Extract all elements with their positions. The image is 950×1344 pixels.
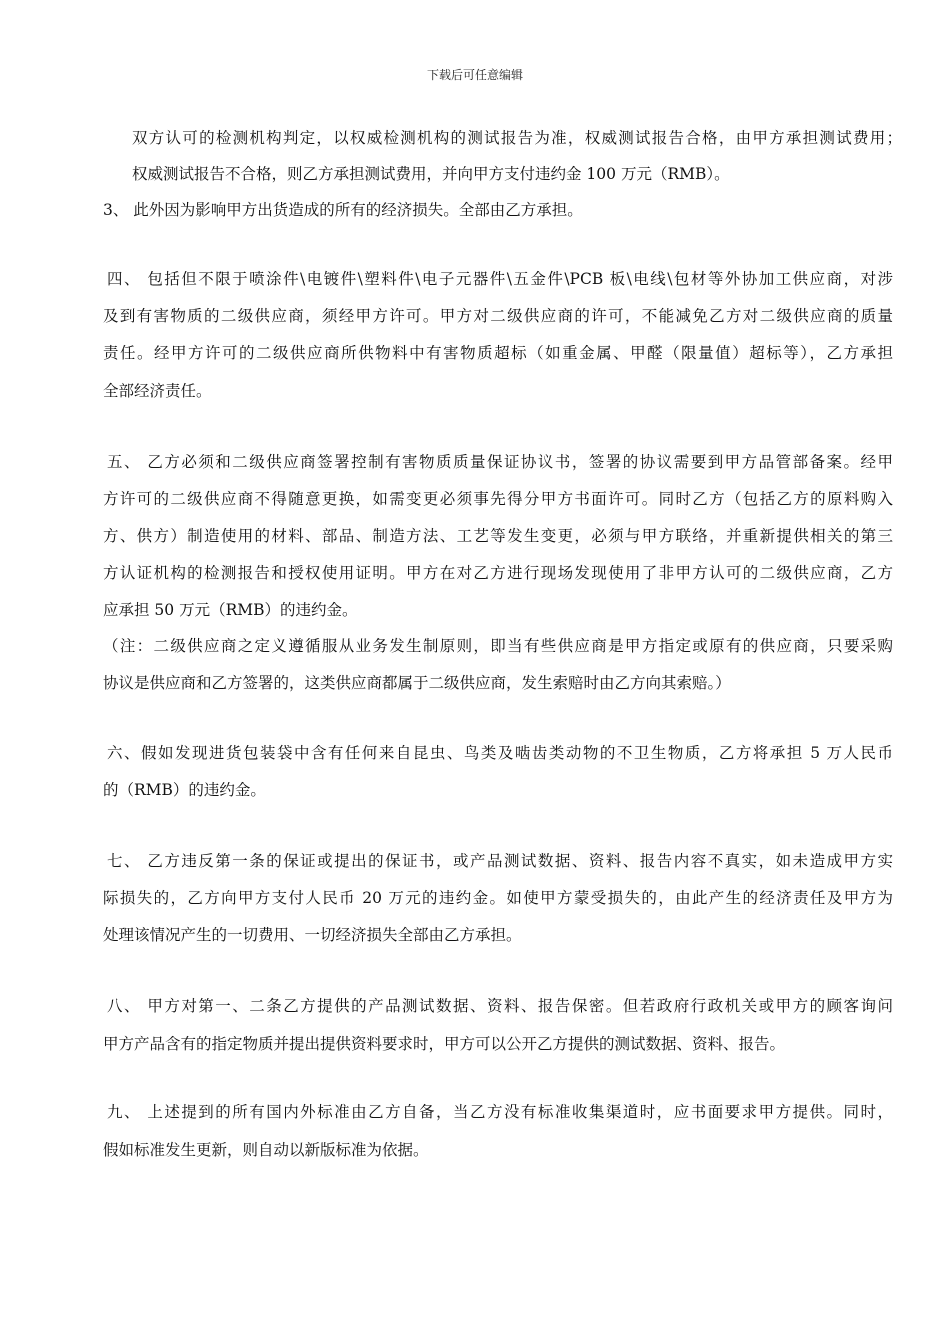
text-line: 八、 甲方对第一、二条乙方提供的产品测试数据、资料、报告保密。但若政府行政机关或甲方的顾客询问 bbox=[107, 997, 893, 1015]
text-line: 七、 乙方违反第一条的保证或提出的保证书，或产品测试数据、资料、报告内容不真实，如未造成甲方实 bbox=[107, 852, 893, 870]
text-line: 处理该情况产生的一切费用、一切经济损失全部由乙方承担。 bbox=[103, 926, 522, 944]
text-line: 3、 此外因为影响甲方出货造成的所有的经济损失。全部由乙方承担。 bbox=[103, 201, 583, 219]
text-line: （注：二级供应商之定义遵循服从业务发生制原则，即当有些供应商是甲方指定或原有的供应商，只要采购 bbox=[103, 637, 893, 655]
text-line: 方许可的二级供应商不得随意更换，如需变更必须事先得分甲方书面许可。同时乙方（包括乙方的原料购入 bbox=[103, 490, 893, 508]
text-line: 四、 包括但不限于喷涂件\电镀件\塑料件\电子元器件\五金件\PCB 板\电线\包材等外协加工供应商，对涉 bbox=[107, 270, 893, 288]
text-line: 双方认可的检测机构判定，以权威检测机构的测试报告为准，权威测试报告合格，由甲方承担测试费用； bbox=[132, 129, 902, 147]
text-line: 应承担 50 万元（RMB）的违约金。 bbox=[103, 601, 358, 619]
text-line: 九、 上述提到的所有国内外标准由乙方自备，当乙方没有标准收集渠道时，应书面要求甲方提供。同时， bbox=[107, 1103, 893, 1121]
text-line: 际损失的，乙方向甲方支付人民币 20 万元的违约金。如使甲方蒙受损失的，由此产生的经济责任及甲方为 bbox=[103, 889, 893, 907]
text-line: 责任。经甲方许可的二级供应商所供物料中有害物质超标（如重金属、甲醛（限量值）超标等），乙方承担 bbox=[103, 344, 893, 362]
text-line: 六、假如发现进货包装袋中含有任何来自昆虫、鸟类及啮齿类动物的不卫生物质，乙方将承担 5 万人民币 bbox=[107, 744, 893, 762]
text-line: 全部经济责任。 bbox=[103, 382, 212, 400]
text-line: 五、 乙方必须和二级供应商签署控制有害物质质量保证协议书，签署的协议需要到甲方品管部备案。经甲 bbox=[107, 453, 893, 471]
text-line: 的（RMB）的违约金。 bbox=[103, 781, 266, 799]
text-line: 及到有害物质的二级供应商，须经甲方许可。甲方对二级供应商的许可，不能减免乙方对二级供应商的质量 bbox=[103, 307, 893, 325]
page-header: 下载后可任意编辑 bbox=[426, 68, 523, 82]
text-line: 权威测试报告不合格，则乙方承担测试费用，并向甲方支付违约金 100 万元（RMB）。 bbox=[132, 165, 730, 183]
text-line: 假如标准发生更新，则自动以新版标准为依据。 bbox=[103, 1141, 429, 1159]
text-line: 协议是供应商和乙方签署的，这类供应商都属于二级供应商，发生索赔时由乙方向其索赔。） bbox=[103, 674, 731, 692]
text-line: 方、供方）制造使用的材料、部品、制造方法、工艺等发生变更，必须与甲方联络，并重新提供相关的第三 bbox=[103, 527, 893, 545]
text-line: 甲方产品含有的指定物质并提出提供资料要求时，甲方可以公开乙方提供的测试数据、资料、报告。 bbox=[103, 1035, 786, 1053]
text-line: 方认证机构的检测报告和授权使用证明。甲方在对乙方进行现场发现使用了非甲方认可的二级供应商，乙方 bbox=[103, 564, 893, 582]
